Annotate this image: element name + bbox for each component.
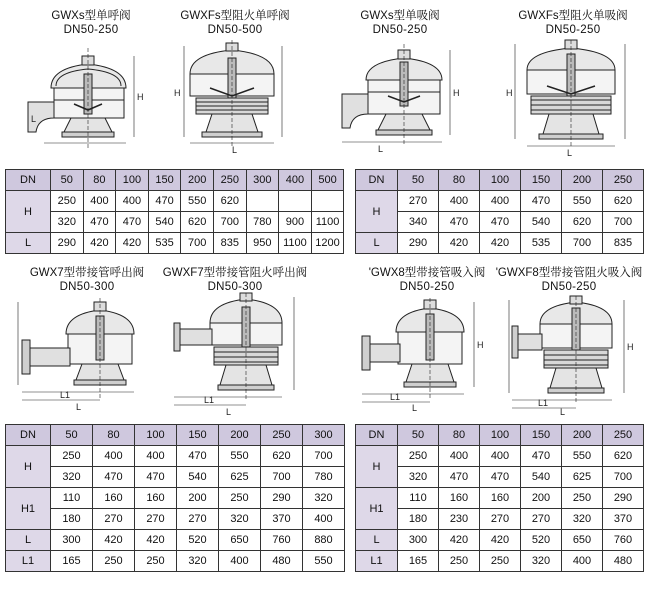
header-cell: 150	[521, 170, 562, 191]
table-cell: 250	[219, 488, 261, 509]
table-header-row	[356, 425, 644, 446]
table-cell: 470	[480, 467, 521, 488]
table-cell: 535	[521, 233, 562, 254]
row-label: L1	[356, 551, 398, 572]
header-cell: 500	[311, 170, 344, 191]
table-row	[6, 233, 344, 254]
table-cell: 110	[398, 488, 439, 509]
header-cell: DN	[6, 170, 51, 191]
table-cell: 470	[177, 446, 219, 467]
table-cell: 400	[116, 191, 149, 212]
table-cell: 470	[116, 212, 149, 233]
table-cell: 470	[93, 467, 135, 488]
table-cell: 480	[603, 551, 644, 572]
table-cell: 400	[303, 509, 345, 530]
table-row	[356, 530, 644, 551]
valve-dn-range: DN50-500	[207, 24, 263, 36]
table-cell: 470	[521, 191, 562, 212]
table-cell: 470	[480, 212, 521, 233]
table-cell: 420	[116, 233, 149, 254]
table-cell: 400	[439, 191, 480, 212]
table-cell: 165	[398, 551, 439, 572]
table-cell: 620	[562, 212, 603, 233]
table-cell: 835	[603, 233, 644, 254]
header-cell: 100	[135, 425, 177, 446]
header-cell: 300	[246, 170, 279, 191]
valve-drawing-breather	[26, 40, 156, 155]
dim-label-l1: L1	[538, 398, 549, 408]
valve-caption-1	[36, 9, 146, 37]
valve-model-label: 'GWX8型带接管吸入阀	[368, 267, 486, 279]
table-cell: 160	[93, 488, 135, 509]
header-cell: 150	[521, 425, 562, 446]
valve-model-label: GWXs型单呼阀	[51, 10, 131, 22]
table-cell: 540	[521, 212, 562, 233]
table-cell: 470	[135, 467, 177, 488]
table-cell: 700	[181, 233, 214, 254]
table-cell: 270	[135, 509, 177, 530]
dim-label-l: L	[567, 148, 573, 158]
header-cell: 80	[93, 425, 135, 446]
header-cell: 250	[603, 170, 644, 191]
table-cell: 780	[246, 212, 279, 233]
table-cell: 420	[93, 530, 135, 551]
valve-drawing-piped-inlet	[356, 298, 496, 413]
table-cell: 880	[303, 530, 345, 551]
valve-drawing-piped-outlet	[16, 298, 156, 413]
valve-drawing-piped-flame-inlet	[508, 296, 643, 416]
table-header-row	[6, 425, 345, 446]
header-cell: 150	[148, 170, 181, 191]
row-label: H1	[356, 488, 398, 530]
table-cell: 550	[562, 191, 603, 212]
dim-label-l: L	[412, 403, 418, 413]
table-cell: 420	[480, 530, 521, 551]
table-cell: 540	[177, 467, 219, 488]
table-cell	[246, 191, 279, 212]
table-header-row	[6, 170, 344, 191]
dim-label-h: H	[174, 88, 181, 98]
table-cell: 270	[480, 509, 521, 530]
table-cell	[279, 191, 312, 212]
table-cell: 470	[439, 212, 480, 233]
table-cell: 900	[279, 212, 312, 233]
table-cell: 420	[83, 233, 116, 254]
table-cell: 250	[51, 446, 93, 467]
table-cell: 320	[398, 467, 439, 488]
row-label: H	[6, 446, 51, 488]
table-cell: 625	[562, 467, 603, 488]
spec-table-breather	[5, 169, 344, 254]
table-cell: 650	[219, 530, 261, 551]
table-cell: 620	[213, 191, 246, 212]
header-cell: 50	[398, 170, 439, 191]
spec-table-piped-inlet	[355, 424, 644, 572]
table-cell: 550	[181, 191, 214, 212]
table-cell: 400	[439, 446, 480, 467]
spec-table-suction	[355, 169, 644, 254]
header-cell: 50	[51, 425, 93, 446]
table-row	[356, 191, 644, 212]
header-cell: 50	[398, 425, 439, 446]
header-cell: DN	[6, 425, 51, 446]
table-cell: 470	[521, 446, 562, 467]
header-cell: 50	[51, 170, 84, 191]
table-cell: 400	[93, 446, 135, 467]
valve-drawing-flame-suction	[505, 40, 640, 158]
table-cell: 320	[177, 551, 219, 572]
dim-label-l1: L1	[60, 390, 71, 400]
valve-model-label: 'GWXF8型带接管阻火吸入阀	[495, 267, 643, 279]
table-cell: 300	[398, 530, 439, 551]
row-label: L	[356, 233, 398, 254]
header-cell: 80	[439, 170, 480, 191]
table-cell: 550	[303, 551, 345, 572]
table-cell: 470	[439, 467, 480, 488]
valve-caption-2	[170, 9, 300, 37]
table-cell: 535	[148, 233, 181, 254]
dim-label-l1: L1	[204, 395, 215, 405]
table-cell: 230	[439, 509, 480, 530]
table-cell: 180	[398, 509, 439, 530]
table-row	[6, 191, 344, 212]
valve-dn-range: DN50-300	[207, 281, 263, 293]
table-cell: 290	[51, 233, 84, 254]
table-row	[356, 488, 644, 509]
valve-dn-range: DN50-300	[59, 281, 115, 293]
row-label: H	[6, 191, 51, 233]
header-cell: 400	[279, 170, 312, 191]
table-cell: 250	[480, 551, 521, 572]
valve-drawing-piped-flame-outlet	[170, 293, 310, 418]
table-cell: 650	[562, 530, 603, 551]
valve-dn-range: DN50-250	[63, 24, 119, 36]
table-row	[6, 467, 345, 488]
table-cell: 620	[603, 446, 644, 467]
row-label: L	[6, 530, 51, 551]
dim-label-h: H	[477, 340, 484, 350]
table-cell: 950	[246, 233, 279, 254]
valve-dn-range: DN50-250	[545, 24, 601, 36]
dim-label-l: L	[232, 145, 238, 155]
table-cell: 320	[219, 509, 261, 530]
row-label: L	[6, 233, 51, 254]
table-cell: 420	[135, 530, 177, 551]
table-cell: 835	[213, 233, 246, 254]
table-cell: 320	[562, 509, 603, 530]
table-cell: 250	[562, 488, 603, 509]
table-cell: 320	[521, 551, 562, 572]
header-cell: DN	[356, 170, 398, 191]
table-cell: 540	[148, 212, 181, 233]
table-cell: 420	[439, 233, 480, 254]
table-cell: 400	[83, 191, 116, 212]
row-label: L	[356, 530, 398, 551]
table-row	[6, 488, 345, 509]
table-cell: 420	[439, 530, 480, 551]
table-row	[6, 212, 344, 233]
table-cell: 160	[439, 488, 480, 509]
table-cell: 370	[603, 509, 644, 530]
table-cell: 290	[261, 488, 303, 509]
table-cell: 760	[261, 530, 303, 551]
table-cell: 520	[177, 530, 219, 551]
table-cell: 320	[303, 488, 345, 509]
table-cell: 270	[177, 509, 219, 530]
valve-drawing-flame-breather	[170, 40, 300, 155]
table-row	[356, 551, 644, 572]
table-cell: 110	[51, 488, 93, 509]
table-cell: 250	[135, 551, 177, 572]
table-cell: 520	[521, 530, 562, 551]
header-cell: DN	[356, 425, 398, 446]
row-label: H	[356, 446, 398, 488]
table-cell: 320	[51, 212, 84, 233]
table-cell: 700	[261, 467, 303, 488]
table-cell: 250	[398, 446, 439, 467]
spec-table-piped-outlet	[5, 424, 345, 572]
dim-label-h: H	[627, 342, 634, 352]
header-cell: 80	[83, 170, 116, 191]
table-cell: 270	[93, 509, 135, 530]
valve-caption-6	[160, 266, 310, 294]
valve-model-label: GWXFs型阻火单呼阀	[180, 10, 290, 22]
table-cell: 400	[135, 446, 177, 467]
header-cell: 250	[261, 425, 303, 446]
dim-label-l: L	[31, 114, 37, 124]
row-label: H1	[6, 488, 51, 530]
table-cell: 250	[93, 551, 135, 572]
valve-dn-range: DN50-250	[372, 24, 428, 36]
valve-caption-3	[345, 9, 455, 37]
table-cell: 780	[303, 467, 345, 488]
table-cell: 760	[603, 530, 644, 551]
table-cell: 470	[148, 191, 181, 212]
table-cell: 550	[219, 446, 261, 467]
table-row	[356, 446, 644, 467]
table-cell: 320	[51, 467, 93, 488]
header-cell: 150	[177, 425, 219, 446]
dim-label-h: H	[506, 88, 513, 98]
table-cell: 250	[51, 191, 84, 212]
header-cell: 200	[562, 170, 603, 191]
dim-label-h: H	[137, 92, 144, 102]
table-header-row	[356, 170, 644, 191]
table-cell: 700	[213, 212, 246, 233]
table-row	[6, 551, 345, 572]
valve-model-label: GWX7型带接管呼出阀	[29, 267, 145, 279]
dim-label-l: L	[378, 144, 384, 154]
table-cell: 700	[303, 446, 345, 467]
header-cell: 250	[603, 425, 644, 446]
header-cell: 100	[480, 425, 521, 446]
valve-dn-range: DN50-250	[541, 281, 597, 293]
header-cell: 300	[303, 425, 345, 446]
table-row	[6, 446, 345, 467]
table-cell: 625	[219, 467, 261, 488]
dim-label-h: H	[453, 88, 460, 98]
table-cell: 400	[562, 551, 603, 572]
table-cell: 290	[603, 488, 644, 509]
table-row	[356, 212, 644, 233]
table-row	[356, 233, 644, 254]
table-cell: 200	[177, 488, 219, 509]
table-row	[6, 530, 345, 551]
valve-caption-8	[494, 266, 644, 294]
header-cell: 100	[116, 170, 149, 191]
table-cell: 480	[261, 551, 303, 572]
table-cell: 160	[135, 488, 177, 509]
table-cell: 300	[51, 530, 93, 551]
dim-label-l: L	[76, 402, 82, 412]
valve-dn-range: DN50-250	[399, 281, 455, 293]
row-label: H	[356, 191, 398, 233]
valve-caption-7	[362, 266, 492, 294]
valve-caption-4	[508, 9, 638, 37]
table-cell: 165	[51, 551, 93, 572]
valve-model-label: GWXs型单吸阀	[360, 10, 440, 22]
header-cell: 100	[480, 170, 521, 191]
table-cell: 540	[521, 467, 562, 488]
table-cell: 620	[261, 446, 303, 467]
table-cell: 620	[603, 191, 644, 212]
table-cell: 250	[439, 551, 480, 572]
table-cell: 180	[51, 509, 93, 530]
table-row	[6, 509, 345, 530]
valve-caption-5	[22, 266, 152, 294]
table-cell: 370	[261, 509, 303, 530]
table-cell: 700	[603, 467, 644, 488]
header-cell: 200	[219, 425, 261, 446]
table-cell	[311, 191, 344, 212]
table-cell: 700	[562, 233, 603, 254]
table-cell: 1100	[279, 233, 312, 254]
table-cell: 270	[398, 191, 439, 212]
table-row	[356, 509, 644, 530]
table-cell: 620	[181, 212, 214, 233]
header-cell: 200	[562, 425, 603, 446]
header-cell: 200	[181, 170, 214, 191]
table-cell: 400	[480, 446, 521, 467]
table-cell: 700	[603, 212, 644, 233]
table-cell: 1200	[311, 233, 344, 254]
table-cell: 290	[398, 233, 439, 254]
valve-model-label: GWXF7型带接管阻火呼出阀	[162, 267, 308, 279]
table-cell: 470	[83, 212, 116, 233]
valve-drawing-suction	[338, 40, 468, 155]
table-cell: 400	[480, 191, 521, 212]
dim-label-l: L	[226, 407, 232, 417]
dim-label-l1: L1	[390, 392, 401, 402]
table-cell: 200	[521, 488, 562, 509]
table-cell: 400	[219, 551, 261, 572]
table-cell: 420	[480, 233, 521, 254]
row-label: L1	[6, 551, 51, 572]
dim-label-l: L	[560, 407, 566, 417]
table-cell: 1100	[311, 212, 344, 233]
valve-model-label: GWXFs型阻火单吸阀	[518, 10, 628, 22]
table-cell: 160	[480, 488, 521, 509]
table-cell: 340	[398, 212, 439, 233]
header-cell: 250	[213, 170, 246, 191]
table-cell: 270	[521, 509, 562, 530]
table-cell: 550	[562, 446, 603, 467]
table-row	[356, 467, 644, 488]
header-cell: 80	[439, 425, 480, 446]
